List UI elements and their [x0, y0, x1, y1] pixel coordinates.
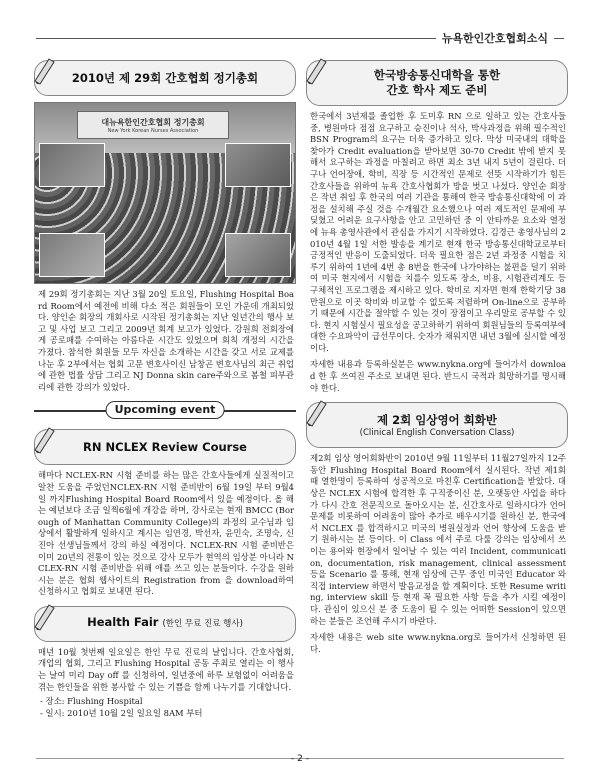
health-details: [40, 696, 296, 719]
upcoming-label: Upcoming event: [106, 401, 225, 419]
program-banner: [306, 60, 568, 106]
program-body: 한국에서 3년제를 졸업한 후 도미후 RN 으로 일하고 있는 간호사들 중, 병원마다 점점 요구하고 승진이나 석사, 박사과정을 위해 필수적인 BSN Program의 요구는 더욱 증가하고 있다. 막상 미국내의 대학을 찾아가 Credit evaluation을 받아보면 30-70 Credit 밖에 받지 못해서 요구하는 과정을 마칠려고 하면 최소 3년 내지 5년이 걸린다. 더구나 언어장애, 학비, 직장 등 시간적인 문제로 선뜻 시작하기가 힘든 간호사들을 위하여 뉴욕 간호사협회가 방을 벗고 나섰다. 양인순 회장은 작년 취임 후 한국의 여러 기관을 통해여 한국 방송통신대학에 이 과정을 설치해 주실 것을 수개월간 요소했으나 여러 제도적인 문제에 부딪혔고 어려운 요구사항을 안고 고민하던 중 이 안타까운 요소와 열정에 뉴욕 총영사관에서 관심을 가지기 시작하였다. 김경근 총영사님의 2010년 4월 1일 서한 발송을 계기로 현재 한국 방송통신대학교로부터 긍정적인 반응이 도출되었다. 더욱 필요한 점은 2년 과정중 시험을 치루기 위하여 1년에 4번 총 8번을 한국에 나가야하는 불편을 덜기 위하여 미국 현지에서 시험을 치를수 있도록 장소, 비용, 시험관리계도 등 구체적인 프로그램을 제시하고 있다. 학비로 지자면 현재 한학기당 38만원으로 이곳 학비와 비교할 수 없도록 저렴하며 On-line으로 공부하기 때문에 시간을 절약할 수 있는 것이 장점이고 우리말로 공부할 수 있다. 현지 시험실시 필요성을 공고하하기 위하여 회원님들의 등록여부에 대한 수요파악이 급선무이다. 숫자가 채워지면 내년 3월에 실시할 예정이다.: [310, 111, 566, 353]
pen-icon: [303, 397, 329, 427]
pen-icon: [31, 601, 57, 631]
health-subtitle: (한인 무료 진료 행사): [162, 619, 243, 630]
nclex-body: 해마다 NCLEX-RN 시험 준비를 하는 많은 간호사들에게 실질적이고 알찬 도움을 주었던NCLEX-RN 시험 준비반이 6월 19일 부터 9월4일 까지Flushing Hospital Board Room에서 있을 예정이다. 올 해는 예년보다 조금 일찍6월에 개강을 하며, 강사로는 현재 BMCC (Borough of Manhattan Community College)의 과정의 교수님과 임상에서 활발하게 일하시고 계시는 임연경, 박선자, 윤민숙, 조명숙, 신진아 선생님들께서 강의 하실 예정이다. NCLEX-RN 시험 준비반은 이미 20년의 전통이 있는 것으로 강사 모두가 현역의 임상분 아니라 NCLEX-RN 시험 준비반을 위해 애를 쓰고 있는 분들이다. 수강을 원하시는 분은 협회 웹사이트의 Registration from 을 download하여 신청하시고 협회로 보내면 된다.: [38, 470, 294, 597]
program-body-contact: 자세한 내용과 등록하실분은 www.nykna.org에 들어가서 download 한 후 쓰여진 주소로 보내면 된다. 반드시 국적과 희망하기를 명시해야 한다.: [310, 359, 566, 393]
nclex-banner: [34, 429, 296, 465]
inset-photo: [225, 143, 291, 187]
english-title: 제 2회 임상영어 회화반: [377, 412, 497, 427]
health-body: 매년 10월 첫번째 일요일은 한인 무료 진료의 날입니다. 간호사협회, 개업의 협회, 그리고 Flushing Hospital 공동 주최로 열리는 이 행사는 날여 미리 Day off 를 신청하여, 일년중에 하루 보험없이 어려움을 겪는 한인들을 위한 봉사할 수 있는 기쁨을 함께 나누기를 기대합니다.: [38, 646, 294, 692]
program-section: [306, 60, 568, 394]
photo-sign: [77, 111, 229, 139]
meeting-body: 제 29회 정기총회는 지난 3월 20일 토요일, Flushing Hospital Board Room에서 예전에 비해 다소 적은 회원들이 모인 가운데 개최되었다. 양인순 회장의 개회사로 시작된 정기총회는 지난 일년간의 행사 보고 및 사업 보고 그리고 2009년 회계 보고가 있었다. 강원희 전회장에게 공로패를 수여하는 아름다운 시간도 있었으며 회칙 개정의 시간을 가졌다. 참석한 회원들 모두 자신을 소개하는 시간을 갖고 서로 교제를 나눈 후 2부에서는 협회 고문 변호사이신 남창곤 변호사님의 최근 취업에 관한 법률 상담 그리고 NJ Donna skin care주와으로 봄철 피부관리에 관한 강의가 있었다.: [38, 289, 294, 392]
meeting-title: 2010년 제 29회 간호협회 정기총회: [71, 70, 259, 85]
english-section: [306, 402, 568, 655]
meeting-section: [34, 60, 296, 393]
program-title-line1: 한국방송통신대학을 통한: [373, 68, 501, 82]
health-date: - 일시: 2010년 10월 2일 일요일 8AM 부터: [40, 707, 203, 718]
inset-photo: [39, 233, 105, 277]
pen-icon: [303, 55, 329, 85]
english-banner: [306, 402, 568, 448]
pen-icon: [31, 55, 57, 85]
nclex-section: [34, 429, 296, 598]
pen-icon: [31, 424, 57, 454]
upcoming-divider: [34, 401, 296, 419]
english-subtitle: (Clinical English Conversation Class): [359, 427, 515, 438]
nclex-title: RN NCLEX Review Course: [83, 439, 247, 454]
health-banner: [34, 606, 296, 642]
inset-photo: [225, 233, 291, 277]
inset-photo: [39, 143, 105, 187]
page-header: [36, 32, 564, 46]
health-title: Health Fair: [87, 615, 159, 630]
health-section: [34, 606, 296, 720]
health-location: - 장소: Flushing Hospital: [40, 696, 143, 707]
page-number: - 2 -: [291, 754, 309, 764]
english-body-contact: 자세한 내용은 web site www.nykna.org로 들어가서 신청하면 된다.: [310, 632, 566, 654]
health-title-wrap: [87, 615, 243, 632]
left-column: [34, 60, 296, 727]
english-body: 제2회 임상 영어회화반이 2010년 9월 11일부터 11월27일까지 12주 동안 Flushing Hospital Board Room에서 실시된다. 작년 제1회 때 열한명이 등록하여 성공적으로 마친후 Certification을 받았다. 대상은 NCLEX 시험에 합격한 후 구직중이신 분, 오랫동안 사업을 하다가 다시 간호 전문직으로 돌아오시는 분, 신간호사로 일하시다가 언어 문제를 비롯하여 어려움이 많아 추가로 배우시기를 원하신 분, 한국에서 NCLEX 를 합격하시고 미국의 병원실정과 언어 향상에 도움을 받기 원하시는 분 등이다. 이 Class 에서 주로 다룰 강의는 임상에서 쓰이는 용어와 현장에서 일어날 수 있는 여러 Incident, communication, documentation, risk management, clinical assessment 등을 Scenario 를 통해, 현재 임상에 근무 중인 미국인 Educator 와 직접 interview 하면서 발음교정을 할 계획이다. 또한 Resume writing, interview skill 등 현재 꼭 필요한 사항 등을 추가 시킬 예정이다. 관심이 있으신 분 중 도움이 될 수 있는 어떠한 Session이 있으면 하는 분들은 조언해 주시기 바란다.: [310, 453, 566, 626]
program-title-line2: 간호 학사 제도 준비: [386, 83, 488, 97]
header-title: 뉴욕한인간호협회소식: [436, 30, 554, 46]
photo-sign-sub: New York Korean Nurses Association: [107, 127, 199, 134]
right-column: [306, 60, 568, 663]
meeting-banner: [34, 60, 296, 96]
photo-sign-text: 대뉴욕한인간호협회 정기총회: [101, 117, 205, 127]
meeting-photo: [34, 102, 296, 284]
